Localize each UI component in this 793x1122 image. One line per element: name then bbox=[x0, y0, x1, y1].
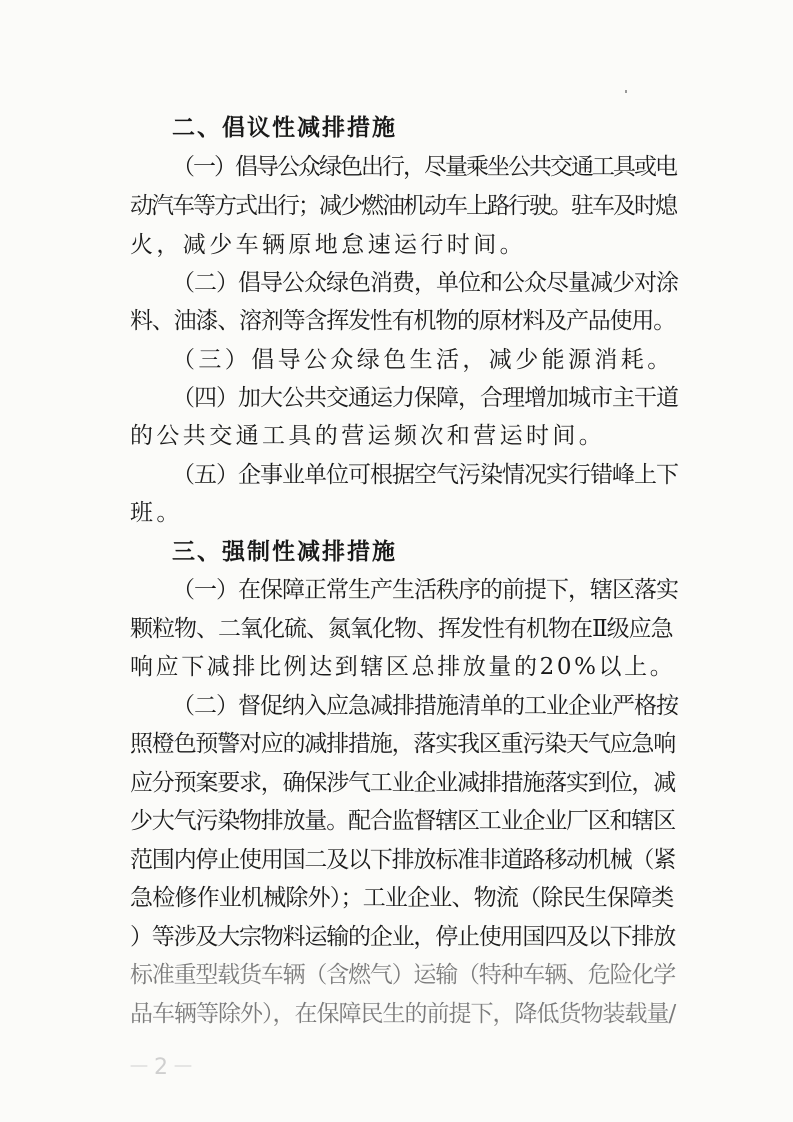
text-line: 照橙色预警对应的减排措施，落实我区重污染天气应急响 bbox=[130, 731, 676, 757]
text-line: 颗粒物、二氧化硫、氮氧化物、挥发性有机物在Ⅱ级应急 bbox=[130, 616, 673, 642]
text-line: （五）企事业单位可根据空气污染情况实行错峰上下 bbox=[172, 462, 678, 488]
text-line: 范围内停止使用国二及以下排放标准非道路移动机械（紧 bbox=[130, 847, 676, 873]
text-line: 火，减少车辆原地怠速运行时间。 bbox=[130, 232, 526, 258]
text-line: 班。 bbox=[130, 500, 183, 526]
text-line: （三）倡导公众绿色生活，减少能源消耗。 bbox=[172, 347, 674, 373]
text-line: 少大气污染物排放量。配合监督辖区工业企业厂区和辖区 bbox=[130, 808, 676, 834]
text-line: 应分预案要求，确保涉气工业企业减排措施落实到位，减 bbox=[130, 770, 676, 796]
text-line: 品车辆等除外），在保障民生的前提下，降低货物装载量/ bbox=[130, 1001, 676, 1027]
section-heading-mandatory: 三、强制性减排措施 bbox=[172, 539, 397, 565]
text-line: （二）督促纳入应急减排措施清单的工业企业严格按 bbox=[172, 693, 678, 719]
text-line: 标准重型载货车辆（含燃气）运输（特种车辆、危险化学 bbox=[130, 962, 676, 988]
section-heading-advocacy: 二、倡议性减排措施 bbox=[172, 115, 397, 141]
text-line: （二）倡导公众绿色消费，单位和公众尽量减少对涂 bbox=[172, 270, 678, 296]
scan-speck bbox=[625, 90, 627, 93]
text-line: （四）加大公共交通运力保障，合理增加城市主干道 bbox=[172, 385, 678, 411]
text-line: （一）在保障正常生产生活秩序的前提下，辖区落实 bbox=[172, 577, 678, 603]
text-line: 动汽车等方式出行；减少燃油机动车上路行驶。驻车及时熄 bbox=[130, 193, 676, 219]
text-line: 急检修作业机械除外）；工业企业、物流（除民生保障类 bbox=[130, 885, 674, 911]
text-line: （一）倡导公众绿色出行，尽量乘坐公共交通工具或电 bbox=[172, 154, 676, 180]
page-number: －2－ bbox=[128, 1055, 198, 1080]
text-line: 的公共交通工具的营运频次和营运时间。 bbox=[130, 423, 606, 449]
text-line: 响应下减排比例达到辖区总排放量的20%以上。 bbox=[130, 654, 676, 680]
text-line: 料、油漆、溶剂等含挥发性有机物的原材料及产品使用。 bbox=[130, 308, 676, 334]
text-line: ）等涉及大宗物料运输的企业，停止使用国四及以下排放 bbox=[130, 924, 676, 950]
